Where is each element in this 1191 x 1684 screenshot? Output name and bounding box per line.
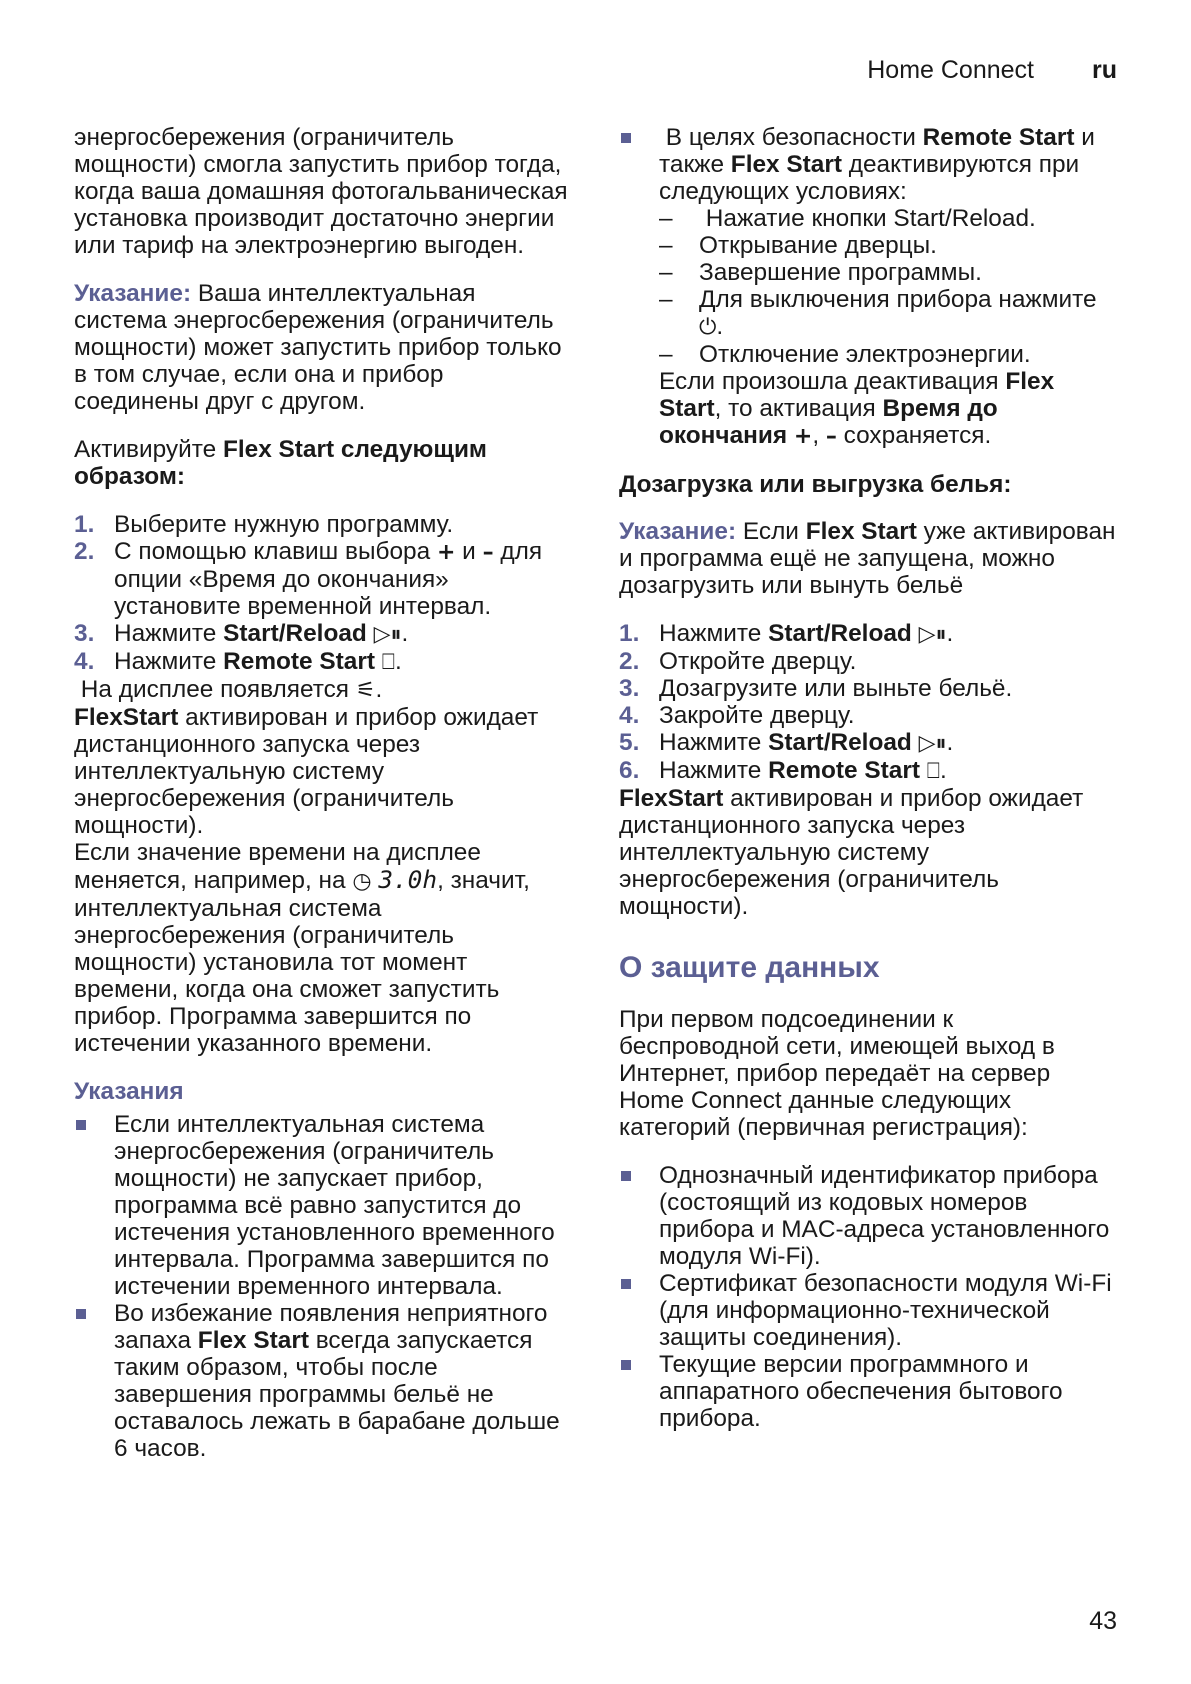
right-column bbox=[619, 124, 1119, 1432]
intro-paragraph: энергосбережения (ограничитель мощности) смогла запустить прибор тогда, когда ваша домашняя фотогальваническая установка производит достаточно энергии или тариф на электроэнергию выгоден. bbox=[74, 124, 568, 259]
note-paragraph bbox=[74, 280, 574, 415]
note-label: Указание: bbox=[619, 518, 737, 545]
list-item: В целях безопасности Remote Start и также Flex Start деактивируются при следующих условиях: – Нажатие кнопки Start/Reload. – Открывание дверцы. – Завершение программы. – Для выключения прибора нажмите ⏻. – Отключение электроэнергии. Если произошла деактивация Flex Start, то активация Время до окончания +, – сохраняется. bbox=[619, 124, 1119, 450]
minus-icon: – bbox=[482, 540, 494, 565]
start-reload-icon: ▷⏸ bbox=[918, 731, 947, 756]
note-label: Указание: bbox=[74, 280, 192, 307]
list-item: – Для выключения прибора нажмите ⏻. bbox=[659, 286, 1119, 341]
step-number: 1. bbox=[619, 620, 640, 647]
time-paragraph: Если значение времени на дисплее меняется, например, на ◷ 3.0h, значит, интеллектуальная система энергосбережения (ограничитель мощности) установила тот момент времени, когда она сможет запустить прибор. Программа завершится по истечении указанного времени. bbox=[74, 839, 530, 1057]
step-text: для опции «Время до окончания» установите временной интервал. bbox=[114, 538, 543, 620]
start-reload-icon: ▷⏸ bbox=[918, 622, 947, 647]
list-item: 3. Нажмите Start/Reload ▷⏸. bbox=[74, 620, 409, 647]
activation-steps bbox=[74, 511, 574, 676]
activate-pre: Активируйте bbox=[74, 436, 217, 463]
reload-steps bbox=[619, 620, 1119, 785]
reload-note: Указание: Если Flex Start уже активирован и программа ещё не запущена, можно дозагрузить или вынуть бельё bbox=[619, 518, 1116, 599]
step-text: Нажмите bbox=[114, 648, 217, 675]
display-line: На дисплее появляется ⚟. bbox=[80, 676, 383, 703]
plus-icon: + bbox=[793, 424, 813, 449]
step-number: 4. bbox=[619, 702, 640, 729]
list-item: – Завершение программы. bbox=[659, 259, 1119, 286]
step-number: 1. bbox=[74, 511, 95, 538]
step-bold: Start/Reload bbox=[223, 620, 367, 647]
step-number: 2. bbox=[619, 648, 640, 675]
page-header bbox=[867, 56, 1117, 85]
step-number: 6. bbox=[619, 757, 640, 784]
note-text: Ваша интеллектуальная система энергосбережения (ограничитель мощности) может запустить прибор только в том случае, если она и прибор соединены друг с другом. bbox=[74, 280, 562, 415]
step-text: Выберите нужную программу. bbox=[114, 511, 454, 538]
bullet-icon bbox=[621, 133, 631, 143]
clock-icon: ◷ bbox=[352, 869, 372, 894]
list-item: Если интеллектуальная система энергосбережения (ограничитель мощности) не запускает прибор, программа всё равно запустится до истечения установленного временного интервала. Программа завершится по истечении временного интервала. bbox=[74, 1111, 574, 1300]
list-item: 6. Нажмите Remote Start ⎕. bbox=[619, 757, 947, 784]
minus-icon: – bbox=[825, 424, 837, 449]
bullet-icon bbox=[621, 1360, 631, 1370]
step-text: С помощью клавиш выбора bbox=[114, 538, 431, 565]
list-item: 4. Закройте дверцу. bbox=[619, 702, 855, 729]
bullet-icon bbox=[76, 1120, 86, 1130]
flexstart-paragraph: FlexStart активирован и прибор ожидает дистанционного запуска через интеллектуальную систему энергосбережения (ограничитель мощности). bbox=[74, 704, 539, 839]
flexstart-bold: FlexStart bbox=[74, 704, 179, 731]
step-number: 3. bbox=[619, 675, 640, 702]
plus-icon: + bbox=[436, 540, 456, 565]
list-item: 3. Дозагрузите или выньте бельё. bbox=[619, 675, 1013, 702]
step-text: и bbox=[462, 538, 476, 565]
bullet-icon bbox=[621, 1279, 631, 1289]
list-item: Сертификат безопасности модуля Wi-Fi (для информационно-технической защиты соединения). bbox=[619, 1270, 1119, 1351]
notes-list bbox=[74, 1111, 574, 1462]
list-item: 4. Нажмите Remote Start ⎕. bbox=[74, 648, 402, 675]
activate-instruction bbox=[74, 436, 574, 490]
step-text: Нажмите bbox=[114, 620, 217, 647]
deactivation-note: Если произошла деактивация Flex Start, то активация Время до окончания +, – сохраняется. bbox=[659, 368, 1055, 449]
list-item: Текущие версии программного и аппаратного обеспечения бытового прибора. bbox=[619, 1351, 1119, 1432]
step-number: 3. bbox=[74, 620, 95, 647]
header-section: Home Connect bbox=[867, 56, 1034, 84]
security-list bbox=[619, 124, 1119, 450]
step-bold: Remote Start bbox=[223, 648, 375, 675]
list-item: 5. Нажмите Start/Reload ▷⏸. bbox=[619, 729, 954, 756]
left-column bbox=[74, 124, 574, 1462]
step-number: 4. bbox=[74, 648, 95, 675]
notes-heading: Указания bbox=[74, 1078, 184, 1105]
power-icon: ⏻ bbox=[699, 315, 717, 340]
list-item: – Нажатие кнопки Start/Reload. bbox=[659, 205, 1119, 232]
privacy-text: При первом подсоединении к беспроводной сети, имеющей выход в Интернет, прибор передаёт на сервер Home Connect данные следующих категорий (первичная регистрация): bbox=[619, 1006, 1055, 1141]
list-item: – Открывание дверцы. bbox=[659, 232, 1119, 259]
start-reload-icon: ▷⏸ bbox=[373, 622, 402, 647]
remote-start-icon: ⎕ bbox=[926, 759, 940, 784]
privacy-title: О защите данных bbox=[619, 951, 880, 984]
step-number: 2. bbox=[74, 538, 95, 565]
privacy-list bbox=[619, 1162, 1119, 1432]
activate-bold: Flex Start следующим образом: bbox=[74, 436, 487, 490]
list-item bbox=[74, 538, 574, 620]
list-item bbox=[74, 511, 574, 538]
bullet-icon bbox=[621, 1171, 631, 1181]
list-item: 2. Откройте дверцу. bbox=[619, 648, 857, 675]
list-item: 1. Нажмите Start/Reload ▷⏸. bbox=[619, 620, 954, 647]
conditions-list bbox=[659, 205, 1119, 368]
remote-start-icon: ⎕ bbox=[381, 650, 395, 675]
flexstart-paragraph: FlexStart активирован и прибор ожидает дистанционного запуска через интеллектуальную систему энергосбережения (ограничитель мощности). bbox=[619, 785, 1084, 920]
reload-heading: Дозагрузка или выгрузка белья: bbox=[619, 471, 1012, 498]
list-item: – Отключение электроэнергии. bbox=[659, 341, 1119, 368]
display-time: 3.0h bbox=[378, 865, 438, 894]
bullet-icon bbox=[76, 1309, 86, 1319]
list-item: Во избежание появления неприятного запаха Flex Start всегда запускается таким образом, чтобы после завершения программы бельё не оставалось лежать в барабане дольше 6 часов. bbox=[74, 1300, 574, 1462]
step-number: 5. bbox=[619, 729, 640, 756]
header-language: ru bbox=[1092, 56, 1117, 84]
page-number: 43 bbox=[1089, 1607, 1117, 1635]
remote-display-icon: ⚟ bbox=[355, 678, 376, 703]
list-item: Однозначный идентификатор прибора (состоящий из кодовых номеров прибора и MAC-адреса установленного модуля Wi-Fi). bbox=[619, 1162, 1119, 1270]
